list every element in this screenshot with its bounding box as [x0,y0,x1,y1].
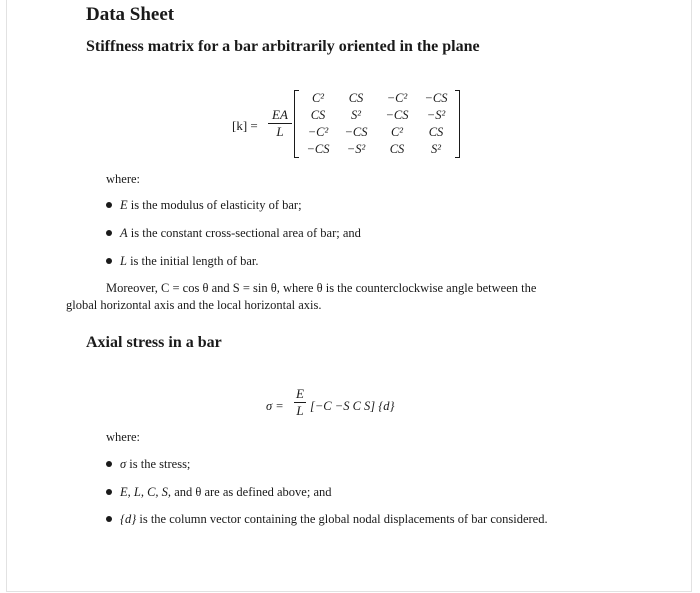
moreover-paragraph [66,280,626,314]
where-label: where: [106,430,141,444]
matrix-cell: CS [348,91,364,105]
paragraph-line: Moreover, C = cos θ and S = sin θ, where θ is the counterclockwise angle between the [106,281,537,295]
matrix-cell: −CS [344,125,368,139]
fraction-e-over-l [294,387,306,418]
section-heading-stiffness: Stiffness matrix for a bar arbitrarily oriented in the plane [86,38,480,55]
symbol: σ [120,457,127,471]
matrix-cell: −C² [386,91,408,105]
matrix-cell: C² [390,125,404,139]
bullet-dot [106,258,112,264]
list-item [106,198,302,213]
matrix-cell: CS [310,108,326,122]
bullet-dot [106,516,112,522]
fraction-ea-over-l [268,108,292,139]
matrix-cell: −S² [346,142,366,156]
matrix-cell: −C² [307,125,329,139]
list-item-text: is the constant cross-sectional area of bar; and [127,226,361,240]
matrix-cell: CS [428,125,444,139]
matrix-cell: S² [431,142,441,156]
symbol: L [120,254,127,268]
bullet-dot [106,461,112,467]
list-item-text: is the column vector containing the global nodal displacements of bar considered. [136,512,548,526]
matrix-cell: CS [389,142,405,156]
axial-stress-equation [266,385,466,425]
stiffness-matrix-equation [232,88,472,164]
page-title: Data Sheet [86,4,175,25]
matrix-cell: C² [311,91,325,105]
list-item-text: is the modulus of elasticity of bar; [127,198,302,212]
symbol: A [120,226,128,240]
section-heading-axial-stress: Axial stress in a bar [86,334,222,351]
stiffness-matrix [294,88,460,162]
symbol: E, L, C, S, [120,485,172,499]
matrix-cell: −S² [426,108,446,122]
bullet-dot [106,202,112,208]
list-item-text: and θ are as defined above; and [171,485,332,499]
paragraph-line: global horizontal axis and the local horizontal axis. [66,298,322,312]
symbol: E [120,198,128,212]
equation-lhs: [k] = [232,118,258,133]
fraction-numerator: E [296,386,304,401]
list-item [106,226,361,241]
where-label: where: [106,172,141,186]
matrix-cell: −CS [385,108,409,122]
list-item [106,485,332,500]
fraction-denominator: L [276,124,284,139]
equation-lhs: σ = [266,399,284,413]
bullet-dot [106,230,112,236]
list-item [106,254,259,269]
symbol: {d} [120,512,137,526]
list-item [106,457,190,472]
matrix-cell: −CS [424,91,448,105]
fraction-numerator: EA [272,107,288,122]
matrix-cell: S² [351,108,361,122]
list-item-text: is the initial length of bar. [126,254,259,268]
list-item-text: is the stress; [126,457,191,471]
list-item [106,512,548,527]
equation-rhs: [−C −S C S] {d} [310,399,395,413]
fraction-denominator: L [296,403,304,418]
bullet-dot [106,489,112,495]
matrix-cell: −CS [306,142,330,156]
